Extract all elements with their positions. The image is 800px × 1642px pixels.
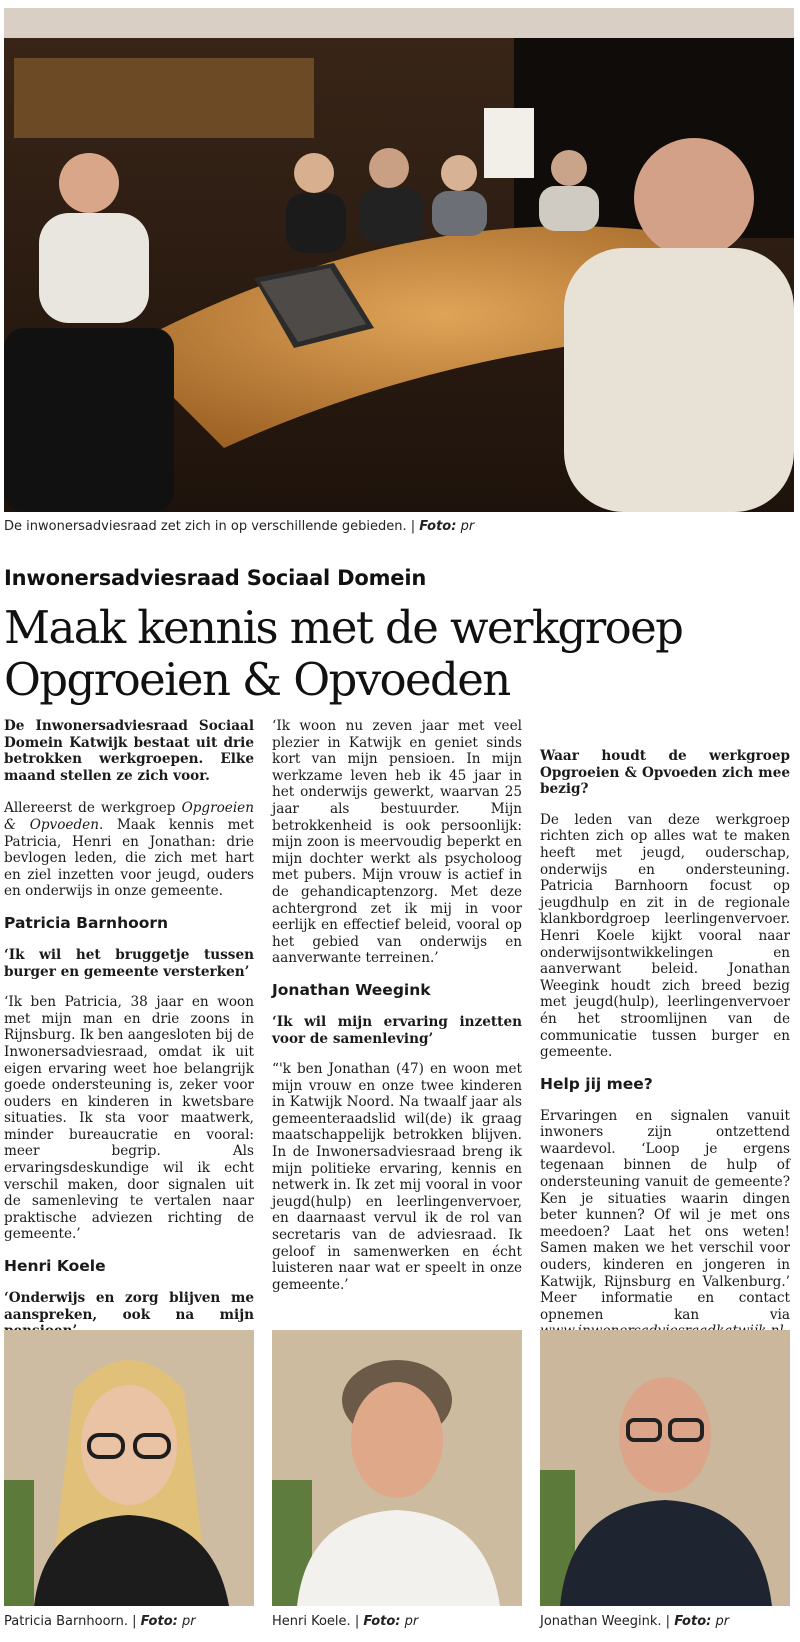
portrait-jonathan bbox=[540, 1330, 790, 1606]
portrait-caption-2-name: Henri Koele. bbox=[272, 1614, 351, 1629]
portrait-caption-2-credit-label: Foto: bbox=[363, 1614, 401, 1629]
patricia-name: Patricia Barnhoorn bbox=[4, 913, 169, 932]
help-body bbox=[540, 1108, 790, 1340]
hero-credit-label: Foto: bbox=[419, 519, 457, 534]
hero-caption: De inwonersadviesraad zet zich in op verschillende gebieden. | Foto: pr bbox=[4, 519, 475, 534]
hero-caption-text: De inwonersadviesraad zet zich in op verschillende gebieden. bbox=[4, 519, 407, 534]
headline-line-2: Opgroeien & Opvoeden bbox=[4, 653, 510, 706]
column-1 bbox=[4, 718, 254, 1340]
portrait-caption-3-name: Jonathan Weegink. bbox=[540, 1614, 662, 1629]
lead-paragraph bbox=[4, 800, 254, 900]
henri-body: ‘Ik woon nu zeven jaar met veel plezier in Katwijk en geniet sinds kort van mijn pensioen. In mijn werkzame leven heb ik 45 jaar in het onderwijs gewerkt, waarvan 25 jaar als bestuurder. Mijn betrokkenheid is ook persoonlijk: mijn zoon is meervoudig beperkt en mijn dochter werkt als psycholoog met pubers. Mijn vrouw is actief in de gehandicaptenzorg. Met deze achtergrond zet ik mij in voor eerlijk en effectief beleid, vooral op het gebied van onderwijs en aanverwante terreinen.’ bbox=[272, 718, 522, 967]
focus-question: Waar houdt de werkgroep Opgroeien & Opvoeden zich mee bezig? bbox=[540, 748, 790, 798]
kicker: Inwonersadviesraad Sociaal Domein bbox=[4, 566, 427, 590]
patricia-quote: ‘Ik wil het bruggetje tussen burger en gemeente versterken’ bbox=[4, 946, 254, 980]
portrait-caption-3-credit: pr bbox=[715, 1614, 730, 1629]
intro-text: De Inwonersadviesraad Sociaal Domein Katwijk bestaat uit drie betrokken werkgroepen. Elke maand stellen ze zich voor. bbox=[4, 718, 254, 784]
portrait-caption-1: Patricia Barnhoorn. | Foto: pr bbox=[4, 1614, 196, 1629]
lead-part-2: . Maak kennis met Patricia, Henri en Jonathan: drie bevlogen leden, die zich met hart en ziel inzetten voor jeugd, ouders en onderwijs in onze gemeente. bbox=[4, 816, 254, 900]
portrait-caption-2: Henri Koele. | Foto: pr bbox=[272, 1614, 419, 1629]
portrait-jonathan-image bbox=[540, 1330, 790, 1606]
focus-body: De leden van deze werkgroep richten zich op alles wat te maken heeft met jeugd, ouderschap, onderwijs en ondersteuning. Patricia Barnhoorn focust op jeugdhulp en zit in de regionale klankbordgroep leerlingenvervoer. Henri Koele kijkt vooral naar onderwijsontwikkelingen en aanverwant beleid. Jonathan Weegink houdt zich breed bezig met jeugd(hulp), leerlingenvervoer én het stroomlijnen van de communicatie tussen burger en gemeente. bbox=[540, 811, 790, 1061]
jonathan-name: Jonathan Weegink bbox=[272, 980, 431, 999]
headline bbox=[4, 602, 794, 706]
help-body-text: Ervaringen en signalen vanuit inwoners zijn ontzettend waardevol. ‘Loop je ergens tegenaan binnen de hulp of ondersteuning vanuit de gemeente? Ken je situaties waarin dingen beter kunnen? Of wil je met ons meedoen? Laat het ons weten! Samen maken we het verschil voor ouders, kinderen en jongeren in Katwijk, Rijnsburg en Valkenburg.’ Meer informatie en contact opnemen kan via bbox=[540, 1107, 790, 1323]
portrait-caption-1-name: Patricia Barnhoorn. bbox=[4, 1614, 129, 1629]
meeting-room-photo bbox=[4, 8, 794, 512]
hero-photo bbox=[4, 8, 794, 512]
portrait-patricia bbox=[4, 1330, 254, 1606]
hero-credit: pr bbox=[460, 519, 475, 534]
column-3 bbox=[540, 748, 790, 1354]
jonathan-quote: ‘Ik wil mijn ervaring inzetten voor de samenleving’ bbox=[272, 1013, 522, 1047]
lead-part-1: Allereerst de werkgroep bbox=[4, 800, 182, 817]
jonathan-body: “'k ben Jonathan (47) en woon met mijn vrouw en onze twee kinderen in Katwijk Noord. Na twaalf jaar als gemeenteraadslid wil(de) ik graag maatschappelijk betrokken blijven. In de Inwonersadviesraad breng ik mijn politieke ervaring, kennis en netwerk in. Ik zet mij vooral in voor jeugd(hulp) en leerlingenvervoer, en daarnaast vervul ik de rol van secretaris van de adviesraad. Ik geloof in samenwerken en écht luisteren naar wat er speelt in onze gemeente.’ bbox=[272, 1061, 522, 1293]
portrait-henri-image bbox=[272, 1330, 522, 1606]
help-title: Help jij mee? bbox=[540, 1074, 653, 1093]
portrait-caption-2-credit: pr bbox=[404, 1614, 419, 1629]
column-2 bbox=[272, 718, 522, 1307]
portrait-patricia-image bbox=[4, 1330, 254, 1606]
portrait-caption-1-credit: pr bbox=[181, 1614, 196, 1629]
patricia-body: ‘Ik ben Patricia, 38 jaar en woon met mijn man en drie zoons in Rijnsburg. Ik ben aangesloten bij de Inwonersadviesraad, omdat ik uit eigen ervaring weet hoe belangrijk goede ondersteuning is, zeker voor ouders en kinderen in kwetsbare situaties. Ik sta voor maatwerk, minder bureaucratie en vooral: meer begrip. Als ervaringsdeskundige wil ik echt verschil maken, door signalen uit de samenleving te vertalen naar praktische adviezen richting de gemeente.’ bbox=[4, 994, 254, 1243]
portrait-caption-3-credit-label: Foto: bbox=[674, 1614, 712, 1629]
portrait-caption-1-credit-label: Foto: bbox=[140, 1614, 178, 1629]
portrait-caption-3: Jonathan Weegink. | Foto: pr bbox=[540, 1614, 730, 1629]
henri-quote: ‘Onderwijs en zorg blijven me aanspreken, ook na mijn bbox=[4, 1290, 254, 1323]
henri-name: Henri Koele bbox=[4, 1257, 106, 1276]
portrait-henri bbox=[272, 1330, 522, 1606]
headline-line-1: Maak kennis met de werkgroep bbox=[4, 601, 683, 654]
lead-emphasis: Opgroeien & Opvoeden bbox=[4, 800, 254, 833]
